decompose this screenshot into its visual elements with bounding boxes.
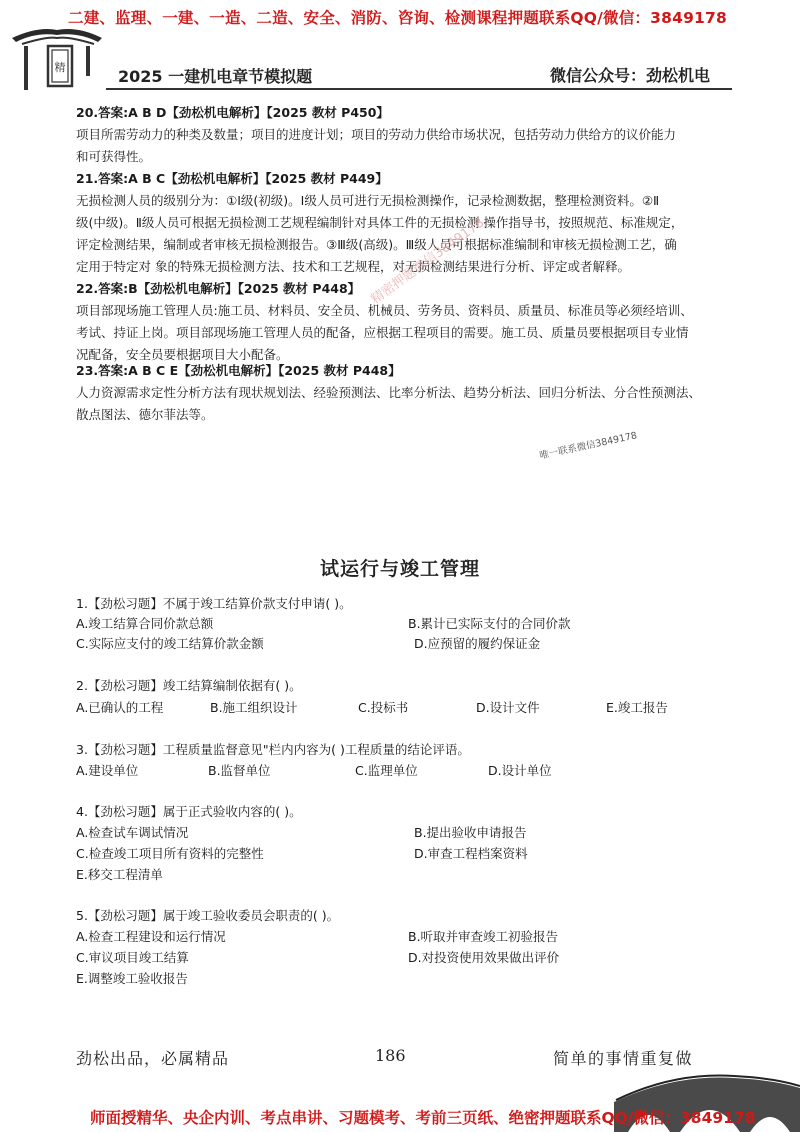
question-2-stem: 2.【劲松习题】竣工结算编制依据有( )。 bbox=[76, 678, 302, 693]
question-3-option-b: B.监督单位 bbox=[208, 763, 271, 778]
contact-watermark: 唯一联系微信3849178 bbox=[538, 430, 639, 462]
top-contact-banner: 二建、监理、一建、一造、二造、安全、消防、咨询、检测课程押题联系QQ/微信：3849178 bbox=[68, 9, 728, 27]
header-divider bbox=[106, 88, 732, 90]
question-1-option-d: D.应预留的履约保证金 bbox=[414, 636, 541, 651]
answer-heading: 22.答案:B【劲松机电解析】【2025 教材 P448】 bbox=[76, 281, 361, 296]
question-1-option-b: B.累计已实际支付的合同价款 bbox=[408, 616, 571, 631]
answer-line: 项目部现场施工管理人员:施工员、材料员、安全员、机械员、劳务员、资料员、质量员、标准员等必须经培训、 bbox=[76, 303, 693, 318]
question-4-option-c: C.检查竣工项目所有资料的完整性 bbox=[76, 846, 264, 861]
diagonal-watermark: 精密押题微信3849178 bbox=[368, 215, 488, 308]
bottom-contact-banner: 师面授精华、央企内训、考点串讲、习题模考、考前三页纸、绝密押题联系QQ/微信：3849178 bbox=[90, 1109, 756, 1127]
question-3-option-a: A.建设单位 bbox=[76, 763, 139, 778]
answer-heading: 21.答案:A B C【劲松机电解析】【2025 教材 P449】 bbox=[76, 171, 388, 186]
answer-line: 定用于特定对 象的特殊无损检测方法、技术和工艺规程，对无损检测结果进行分析、评定或者解释。 bbox=[76, 259, 630, 274]
answer-line: 散点图法、德尔菲法等。 bbox=[76, 407, 214, 422]
answer-line: 人力资源需求定性分析方法有现状规划法、经验预测法、比率分析法、趋势分析法、回归分析法、分合性预测法、 bbox=[76, 385, 702, 400]
answer-line: 考试、持证上岗。项目部现场施工管理人员的配备，应根据工程项目的需要。施工员、质量员要根据项目专业情 bbox=[76, 325, 689, 340]
question-5-option-b: B.听取并审查竣工初验报告 bbox=[408, 929, 559, 944]
answer-23 bbox=[76, 360, 716, 426]
answer-heading: 20.答案:A B D【劲松机电解析】【2025 教材 P450】 bbox=[76, 105, 389, 120]
question-2-option-b: B.施工组织设计 bbox=[210, 700, 298, 715]
footer-slogan-right: 简单的事情重复做 bbox=[553, 1049, 694, 1068]
question-5-option-a: A.检查工程建设和运行情况 bbox=[76, 929, 226, 944]
question-2-option-e: E.竣工报告 bbox=[606, 700, 668, 715]
question-4-option-e: E.移交工程清单 bbox=[76, 867, 163, 882]
answer-line: 无损检测人员的级别分为：①Ⅰ级(初级)。Ⅰ级人员可进行无损检测操作，记录检测数据，整理检测资料。②Ⅱ bbox=[76, 193, 660, 208]
question-2-option-c: C.投标书 bbox=[358, 700, 409, 715]
question-5-option-e: E.调整竣工验收报告 bbox=[76, 971, 188, 986]
answer-line: 和可获得性。 bbox=[76, 149, 152, 164]
question-2-option-d: D.设计文件 bbox=[476, 700, 540, 715]
question-4-option-b: B.提出验收申请报告 bbox=[414, 825, 527, 840]
question-2-option-a: A.已确认的工程 bbox=[76, 700, 164, 715]
question-5-stem: 5.【劲松习题】属于竣工验收委员会职责的( )。 bbox=[76, 908, 340, 923]
answer-20 bbox=[76, 102, 716, 168]
svg-text:精: 精 bbox=[54, 61, 66, 74]
footer-slogan-left: 劲松出品，必属精品 bbox=[76, 1049, 230, 1068]
question-5-option-c: C.审议项目竣工结算 bbox=[76, 950, 189, 965]
question-4-stem: 4.【劲松习题】属于正式验收内容的( )。 bbox=[76, 804, 302, 819]
answer-21 bbox=[76, 168, 716, 278]
answer-line: 级(中级)。Ⅱ级人员可根据无损检测工艺规程编制针对具体工件的无损检测 操作指导书，按照规范、标准规定， bbox=[76, 215, 684, 230]
wechat-account: 微信公众号：劲松机电 bbox=[550, 66, 711, 85]
question-3-option-d: D.设计单位 bbox=[488, 763, 552, 778]
answer-line: 项目所需劳动力的种类及数量；项目的进度计划；项目的劳动力供给市场状况，包括劳动力供给方的议价能力 bbox=[76, 127, 677, 142]
question-4-option-a: A.检查试车调试情况 bbox=[76, 825, 189, 840]
brand-logo-icon bbox=[8, 18, 106, 96]
question-3-option-c: C.监理单位 bbox=[355, 763, 418, 778]
answer-heading: 23.答案:A B C E【劲松机电解析】【2025 教材 P448】 bbox=[76, 363, 401, 378]
document-title: 2025 一建机电章节模拟题 bbox=[118, 67, 313, 86]
question-5-option-d: D.对投资使用效果做出评价 bbox=[408, 950, 560, 965]
question-4-option-d: D.审查工程档案资料 bbox=[414, 846, 528, 861]
answer-line: 况配备，安全员要根据项目大小配备。 bbox=[76, 347, 289, 362]
question-3-stem: 3.【劲松习题】工程质量监督意见"栏内内容为( )工程质量的结论评语。 bbox=[76, 742, 470, 757]
question-1-stem: 1.【劲松习题】不属于竣工结算价款支付申请( )。 bbox=[76, 596, 352, 611]
answer-line: 评定检测结果，编制或者审核无损检测报告。③Ⅲ级(高级)。Ⅲ级人员可根据标准编制和审核无损检测工艺，确 bbox=[76, 237, 677, 252]
page-number: 186 bbox=[375, 1046, 406, 1065]
section-title: 试运行与竣工管理 bbox=[319, 558, 480, 580]
question-1-option-c: C.实际应支付的竣工结算价款金额 bbox=[76, 636, 264, 651]
question-1-option-a: A.竣工结算合同价款总额 bbox=[76, 616, 214, 631]
